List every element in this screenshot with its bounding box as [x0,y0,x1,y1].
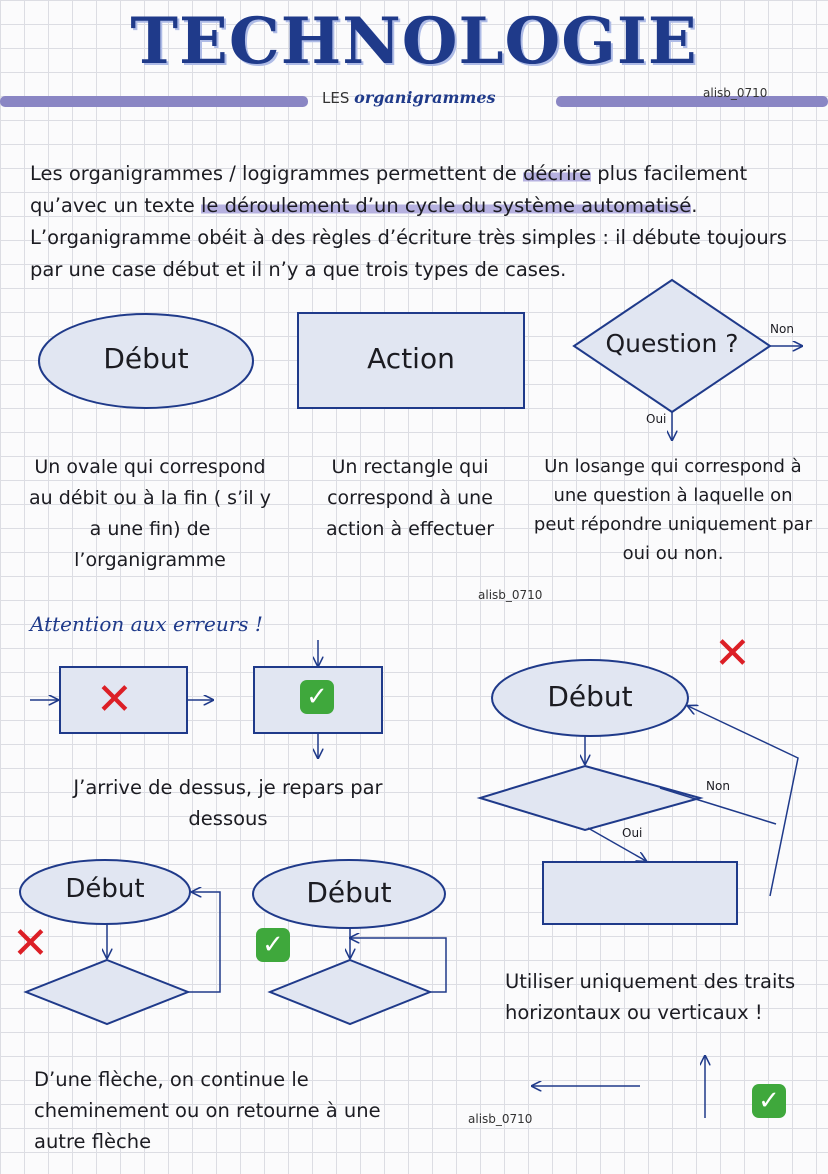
credit-top: alisb_0710 [703,86,768,100]
red-cross-icon: ✕ [714,628,751,679]
green-check-icon: ✓ [300,680,334,714]
wrong-loop-debut-label: Début [65,874,145,904]
desc-oval: Un ovale qui correspond au débit ou à la fin ( s’il y a une fin) de l’organigramme [29,456,271,571]
example-action-rect [543,862,737,924]
subtitle-script: organigrammes [354,88,496,107]
subtitle-prefix: LES [322,89,350,107]
question-label: Question ? [605,329,739,358]
attention-heading: Attention aux erreurs ! [30,612,263,636]
intro-paragraph [30,158,800,286]
green-check-icon: ✓ [752,1084,786,1118]
credit-bottom: alisb_0710 [468,1112,533,1126]
red-cross-icon: ✕ [96,674,133,725]
rule-arrow-text: D’une flèche, on continue le cheminement ou on retourne à une autre flèche [34,1068,381,1153]
intro-part-2: plus facilement qu’avec un texte [30,162,748,217]
action-label: Action [367,342,455,375]
intro-part-1: Les organigrammes / logigrammes permettent de [30,162,523,185]
correct-loop-diamond [270,960,430,1024]
example-diamond [480,766,700,830]
credit-middle: alisb_0710 [478,588,543,602]
green-check-icon: ✓ [256,928,290,962]
desc-rect: Un rectangle qui correspond à une action à effectuer [325,456,495,540]
question-oui-label: Oui [646,412,667,426]
subtitle [322,88,496,107]
debut-label: Début [103,342,189,375]
red-cross-icon: ✕ [12,918,49,969]
title-band-left [0,96,308,107]
intro-highlight-1: décrire [522,162,592,185]
rule-lines-text: Utiliser uniquement des traits horizontaux ou verticaux ! [505,970,796,1024]
non-diagonal-line [660,788,776,824]
wrong-loop-return-arrow-icon [188,892,220,992]
example-non-label: Non [706,779,730,793]
wrong-loop-diamond [26,960,188,1024]
desc-losange: Un losange qui correspond à une question à laquelle on peut répondre uniquement par oui ou non. [533,456,813,564]
example-oui-label: Oui [622,826,643,840]
rule-flow-text: J’arrive de dessus, je repars par dessous [73,776,383,830]
question-non-label: Non [770,322,794,336]
intro-highlight-2: le déroulement d’un cycle du système automatisé [200,194,692,217]
correct-loop-debut-label: Début [306,876,392,909]
page-title: TECHNOLOGIE [130,4,698,79]
intro-part-3: . L’organigramme obéit à des règles d’écriture très simples : il débute toujours par une case début et il n’y a que trois types de cases. [30,194,787,281]
title-band-right [556,96,828,107]
example-debut-label: Début [547,680,633,713]
